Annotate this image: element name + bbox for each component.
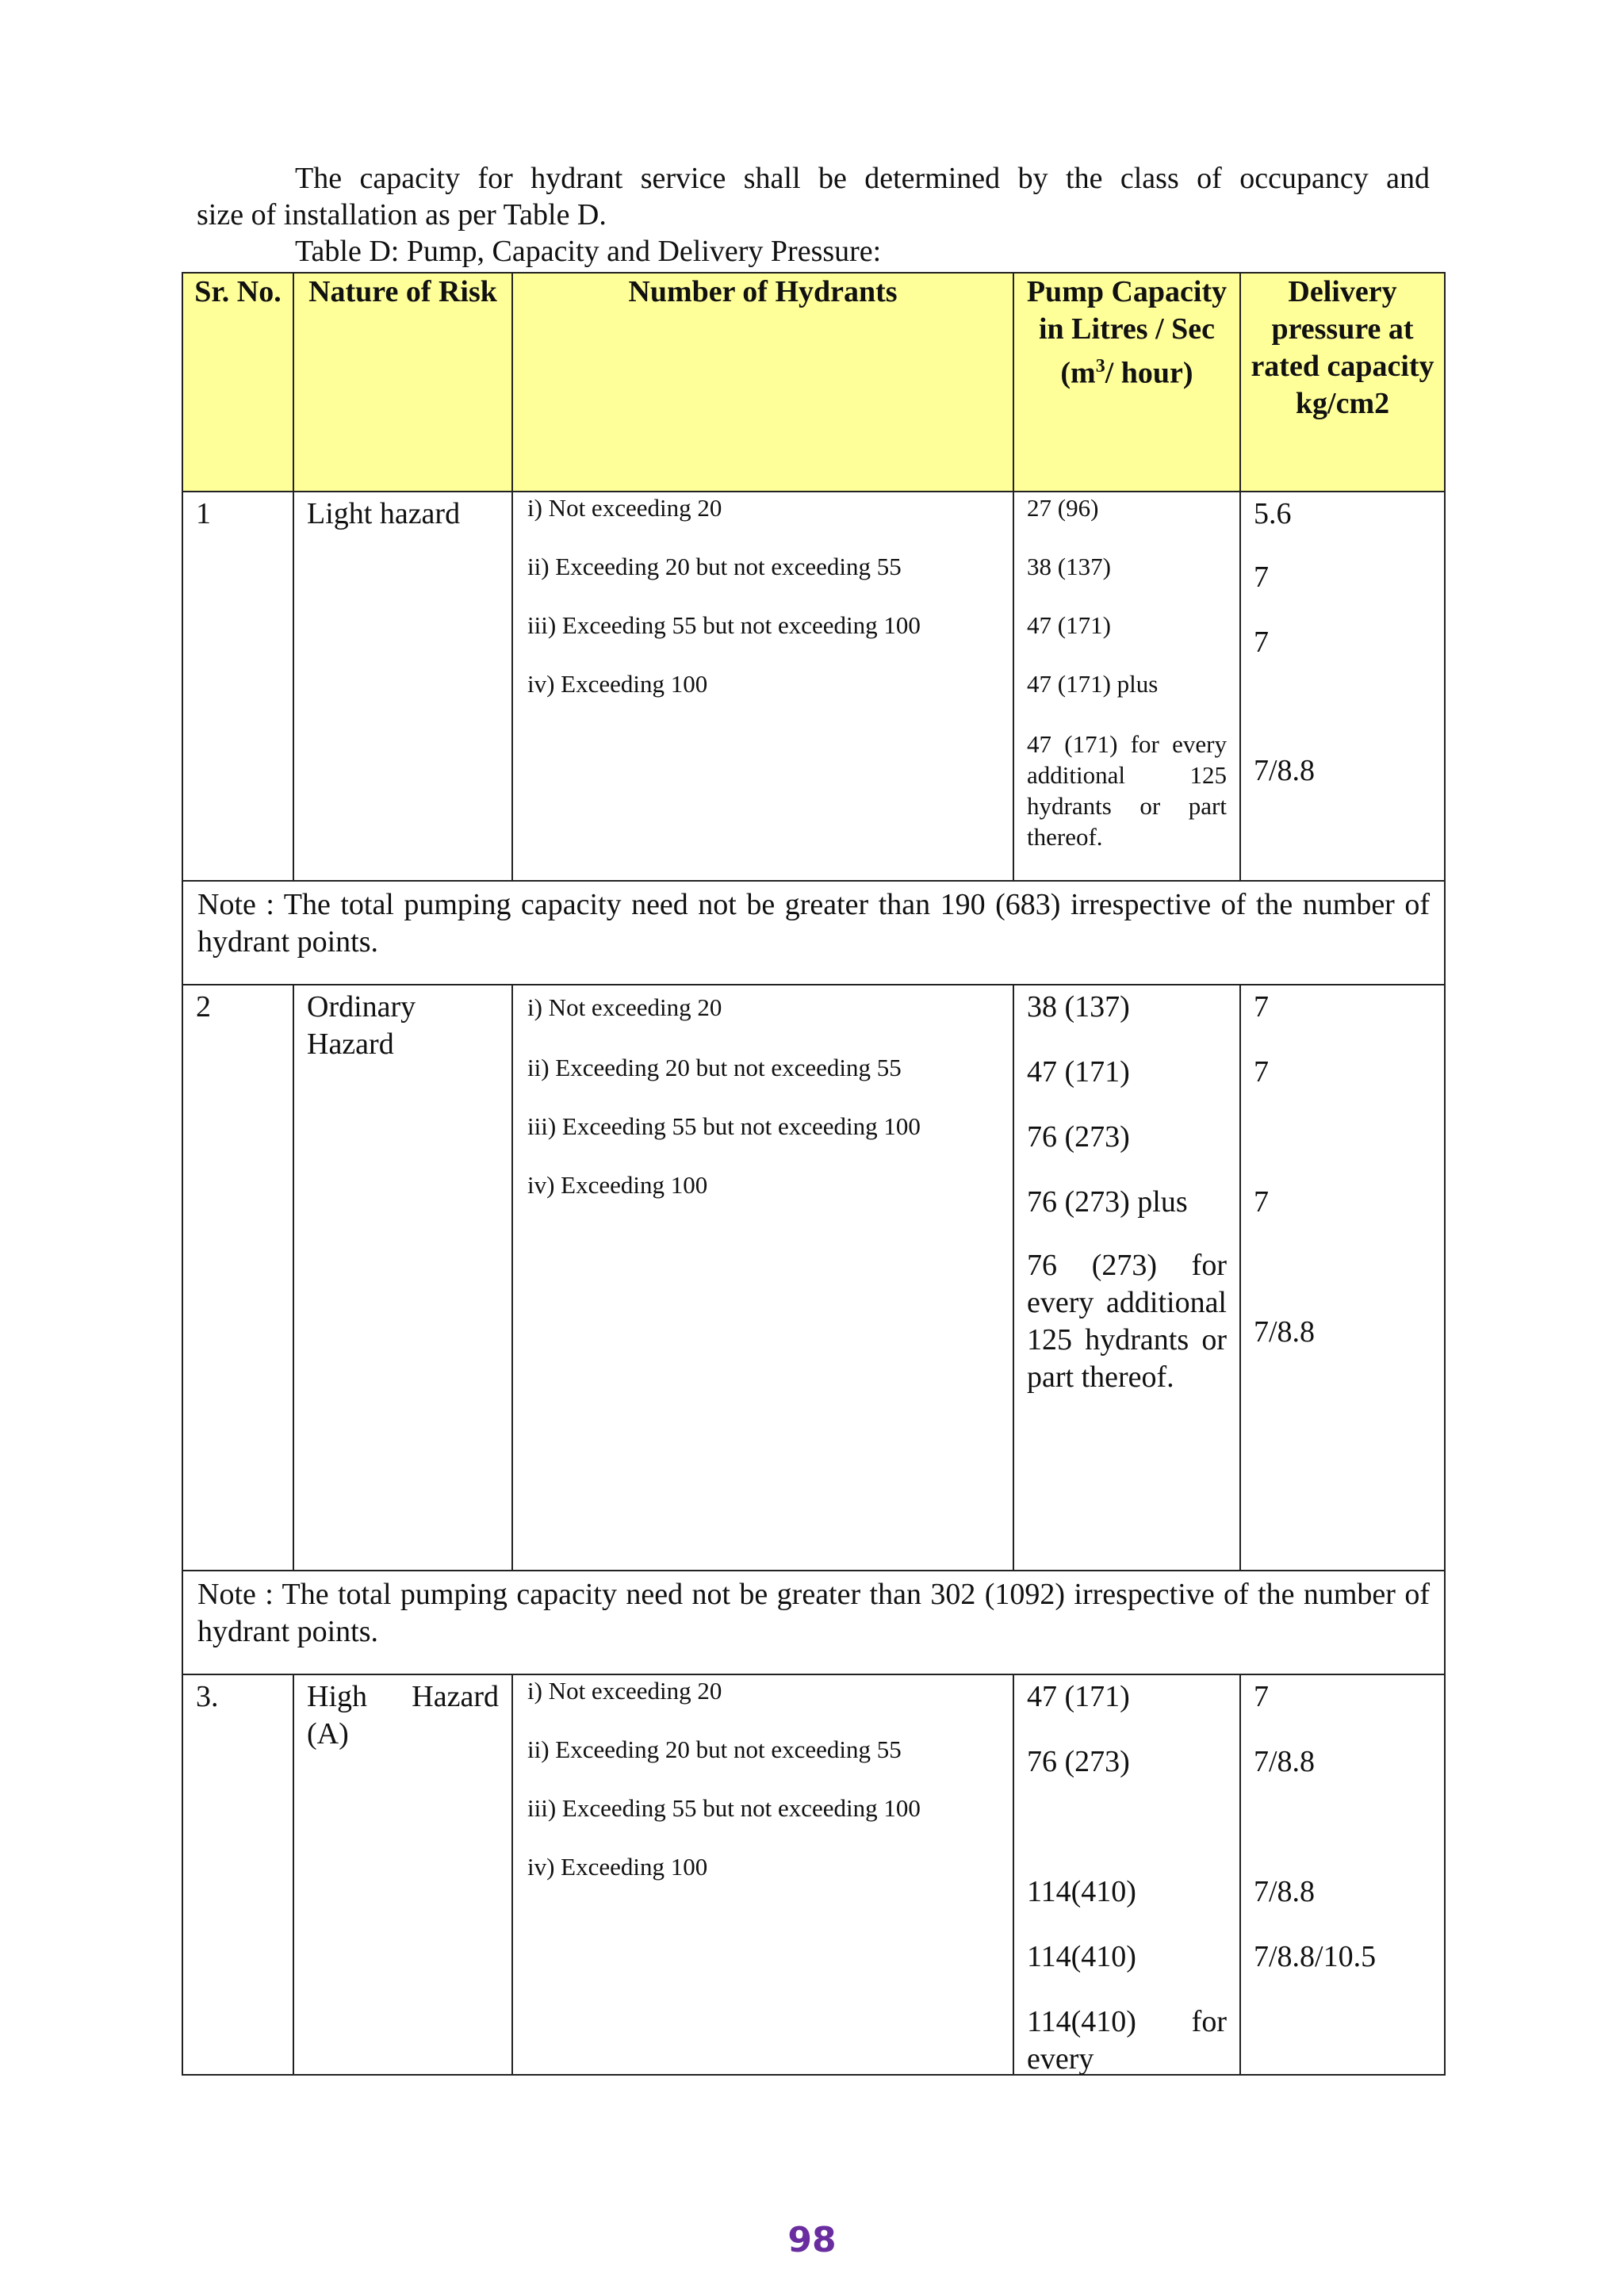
table-caption: Table D: Pump, Capacity and Delivery Pressure: xyxy=(295,235,882,268)
pressure-value: 7 xyxy=(1254,1185,1269,1219)
hydrant-range: iii) Exceeding 55 but not exceeding 100 xyxy=(527,611,921,639)
pressure-value: 7/8.8 xyxy=(1254,754,1316,787)
pump-value: 76 (273) xyxy=(1027,1120,1130,1154)
hydrant-range: iii) Exceeding 55 but not exceeding 100 xyxy=(527,1112,921,1140)
risk-cell: Ordinary Hazard xyxy=(293,985,512,1571)
pressure-value: 7 xyxy=(1254,1055,1269,1089)
hydrant-range: i) Not exceeding 20 xyxy=(527,1677,722,1705)
sr-no-cell: 1 xyxy=(182,492,293,881)
pump-value: 47 (171) plus xyxy=(1027,670,1159,698)
hydrants-cell xyxy=(512,492,1013,881)
sr-no-cell: 2 xyxy=(182,985,293,1571)
intro-line-2: size of installation as per Table D. xyxy=(197,198,607,232)
table-row xyxy=(182,985,1445,1571)
hydrants-cell xyxy=(512,985,1013,1571)
pressure-value: 7/8.8 xyxy=(1254,1745,1316,1778)
pump-value: 114(410) for every xyxy=(1027,2005,1227,2076)
hydrant-range: i) Not exceeding 20 xyxy=(527,993,722,1021)
pump-value: 27 (96) xyxy=(1027,494,1099,522)
pump-capacity-table xyxy=(182,272,1446,2076)
pump-value: 47 (171) xyxy=(1027,611,1111,639)
pump-value: 38 (137) xyxy=(1027,990,1130,1024)
header-number-of-hydrants: Number of Hydrants xyxy=(512,273,1013,492)
note-text: Note : The total pumping capacity need not be greater than 190 (683) irrespective of the number of hydrant points. xyxy=(182,881,1445,985)
note-row xyxy=(182,1571,1445,1674)
table-row xyxy=(182,1674,1445,2075)
hydrant-range: iii) Exceeding 55 but not exceeding 100 xyxy=(527,1794,921,1822)
pressure-cell xyxy=(1240,1674,1445,2075)
pressure-value: 5.6 xyxy=(1254,497,1292,530)
pump-cell xyxy=(1013,985,1240,1571)
header-pump-capacity-superscript: 3 xyxy=(1095,356,1105,377)
header-nature-of-risk: Nature of Risk xyxy=(293,273,512,492)
hydrant-range: ii) Exceeding 20 but not exceeding 55 xyxy=(527,1054,902,1081)
pressure-cell xyxy=(1240,985,1445,1571)
hydrant-range: ii) Exceeding 20 but not exceeding 55 xyxy=(527,553,902,580)
note-text: Note : The total pumping capacity need not be greater than 302 (1092) irrespective of the number of hydrant points. xyxy=(182,1571,1445,1674)
hydrants-cell xyxy=(512,1674,1013,2075)
pressure-cell xyxy=(1240,492,1445,881)
pressure-value: 7/8.8 xyxy=(1254,1315,1316,1349)
table-row xyxy=(182,492,1445,881)
intro-line-1: The capacity for hydrant service shall be determined by the class of occupancy and xyxy=(295,162,1430,195)
hydrant-range: i) Not exceeding 20 xyxy=(527,494,722,522)
pressure-value: 7 xyxy=(1254,1680,1269,1713)
pressure-value: 7 xyxy=(1254,626,1269,659)
risk-cell: Light hazard xyxy=(293,492,512,881)
header-sr-no: Sr. No. xyxy=(182,273,293,492)
pressure-value: 7/8.8 xyxy=(1254,1875,1316,1908)
pressure-value: 7 xyxy=(1254,990,1269,1024)
pump-value: 38 (137) xyxy=(1027,553,1111,580)
pump-value: 114(410) xyxy=(1027,1875,1136,1908)
hydrant-range: iv) Exceeding 100 xyxy=(527,1171,708,1199)
pressure-value: 7/8.8/10.5 xyxy=(1254,1940,1377,1973)
hydrant-range: iv) Exceeding 100 xyxy=(527,670,708,698)
header-pump-capacity-unit: / hour) xyxy=(1105,356,1193,390)
pump-cell xyxy=(1013,492,1240,881)
hydrant-range: iv) Exceeding 100 xyxy=(527,1853,708,1881)
sr-no-cell: 3. xyxy=(182,1674,293,2075)
pump-value: 47 (171) for every additional 125 hydrants or part thereof. xyxy=(1027,730,1227,851)
header-pump-capacity-text: Pump Capacity in Litres / Sec (m xyxy=(1026,275,1228,390)
pressure-value: 7 xyxy=(1254,561,1269,594)
risk-cell: High Hazard (A) xyxy=(293,1674,512,2075)
note-row xyxy=(182,881,1445,985)
pump-value: 76 (273) for every additional 125 hydrants or part thereof. xyxy=(1027,1249,1227,1394)
pump-value: 114(410) xyxy=(1027,1940,1136,1973)
hydrant-range: ii) Exceeding 20 but not exceeding 55 xyxy=(527,1735,902,1763)
header-pump-capacity xyxy=(1013,273,1240,492)
table-header-row xyxy=(182,273,1445,492)
pump-value: 47 (171) xyxy=(1027,1055,1130,1089)
page-number: 98 xyxy=(787,2220,837,2260)
pump-cell xyxy=(1013,1674,1240,2075)
pump-value: 76 (273) plus xyxy=(1027,1185,1188,1219)
pump-value: 76 (273) xyxy=(1027,1745,1130,1778)
header-delivery-pressure: Delivery pressure at rated capacity kg/cm2 xyxy=(1240,273,1445,492)
pump-value: 47 (171) xyxy=(1027,1680,1130,1713)
